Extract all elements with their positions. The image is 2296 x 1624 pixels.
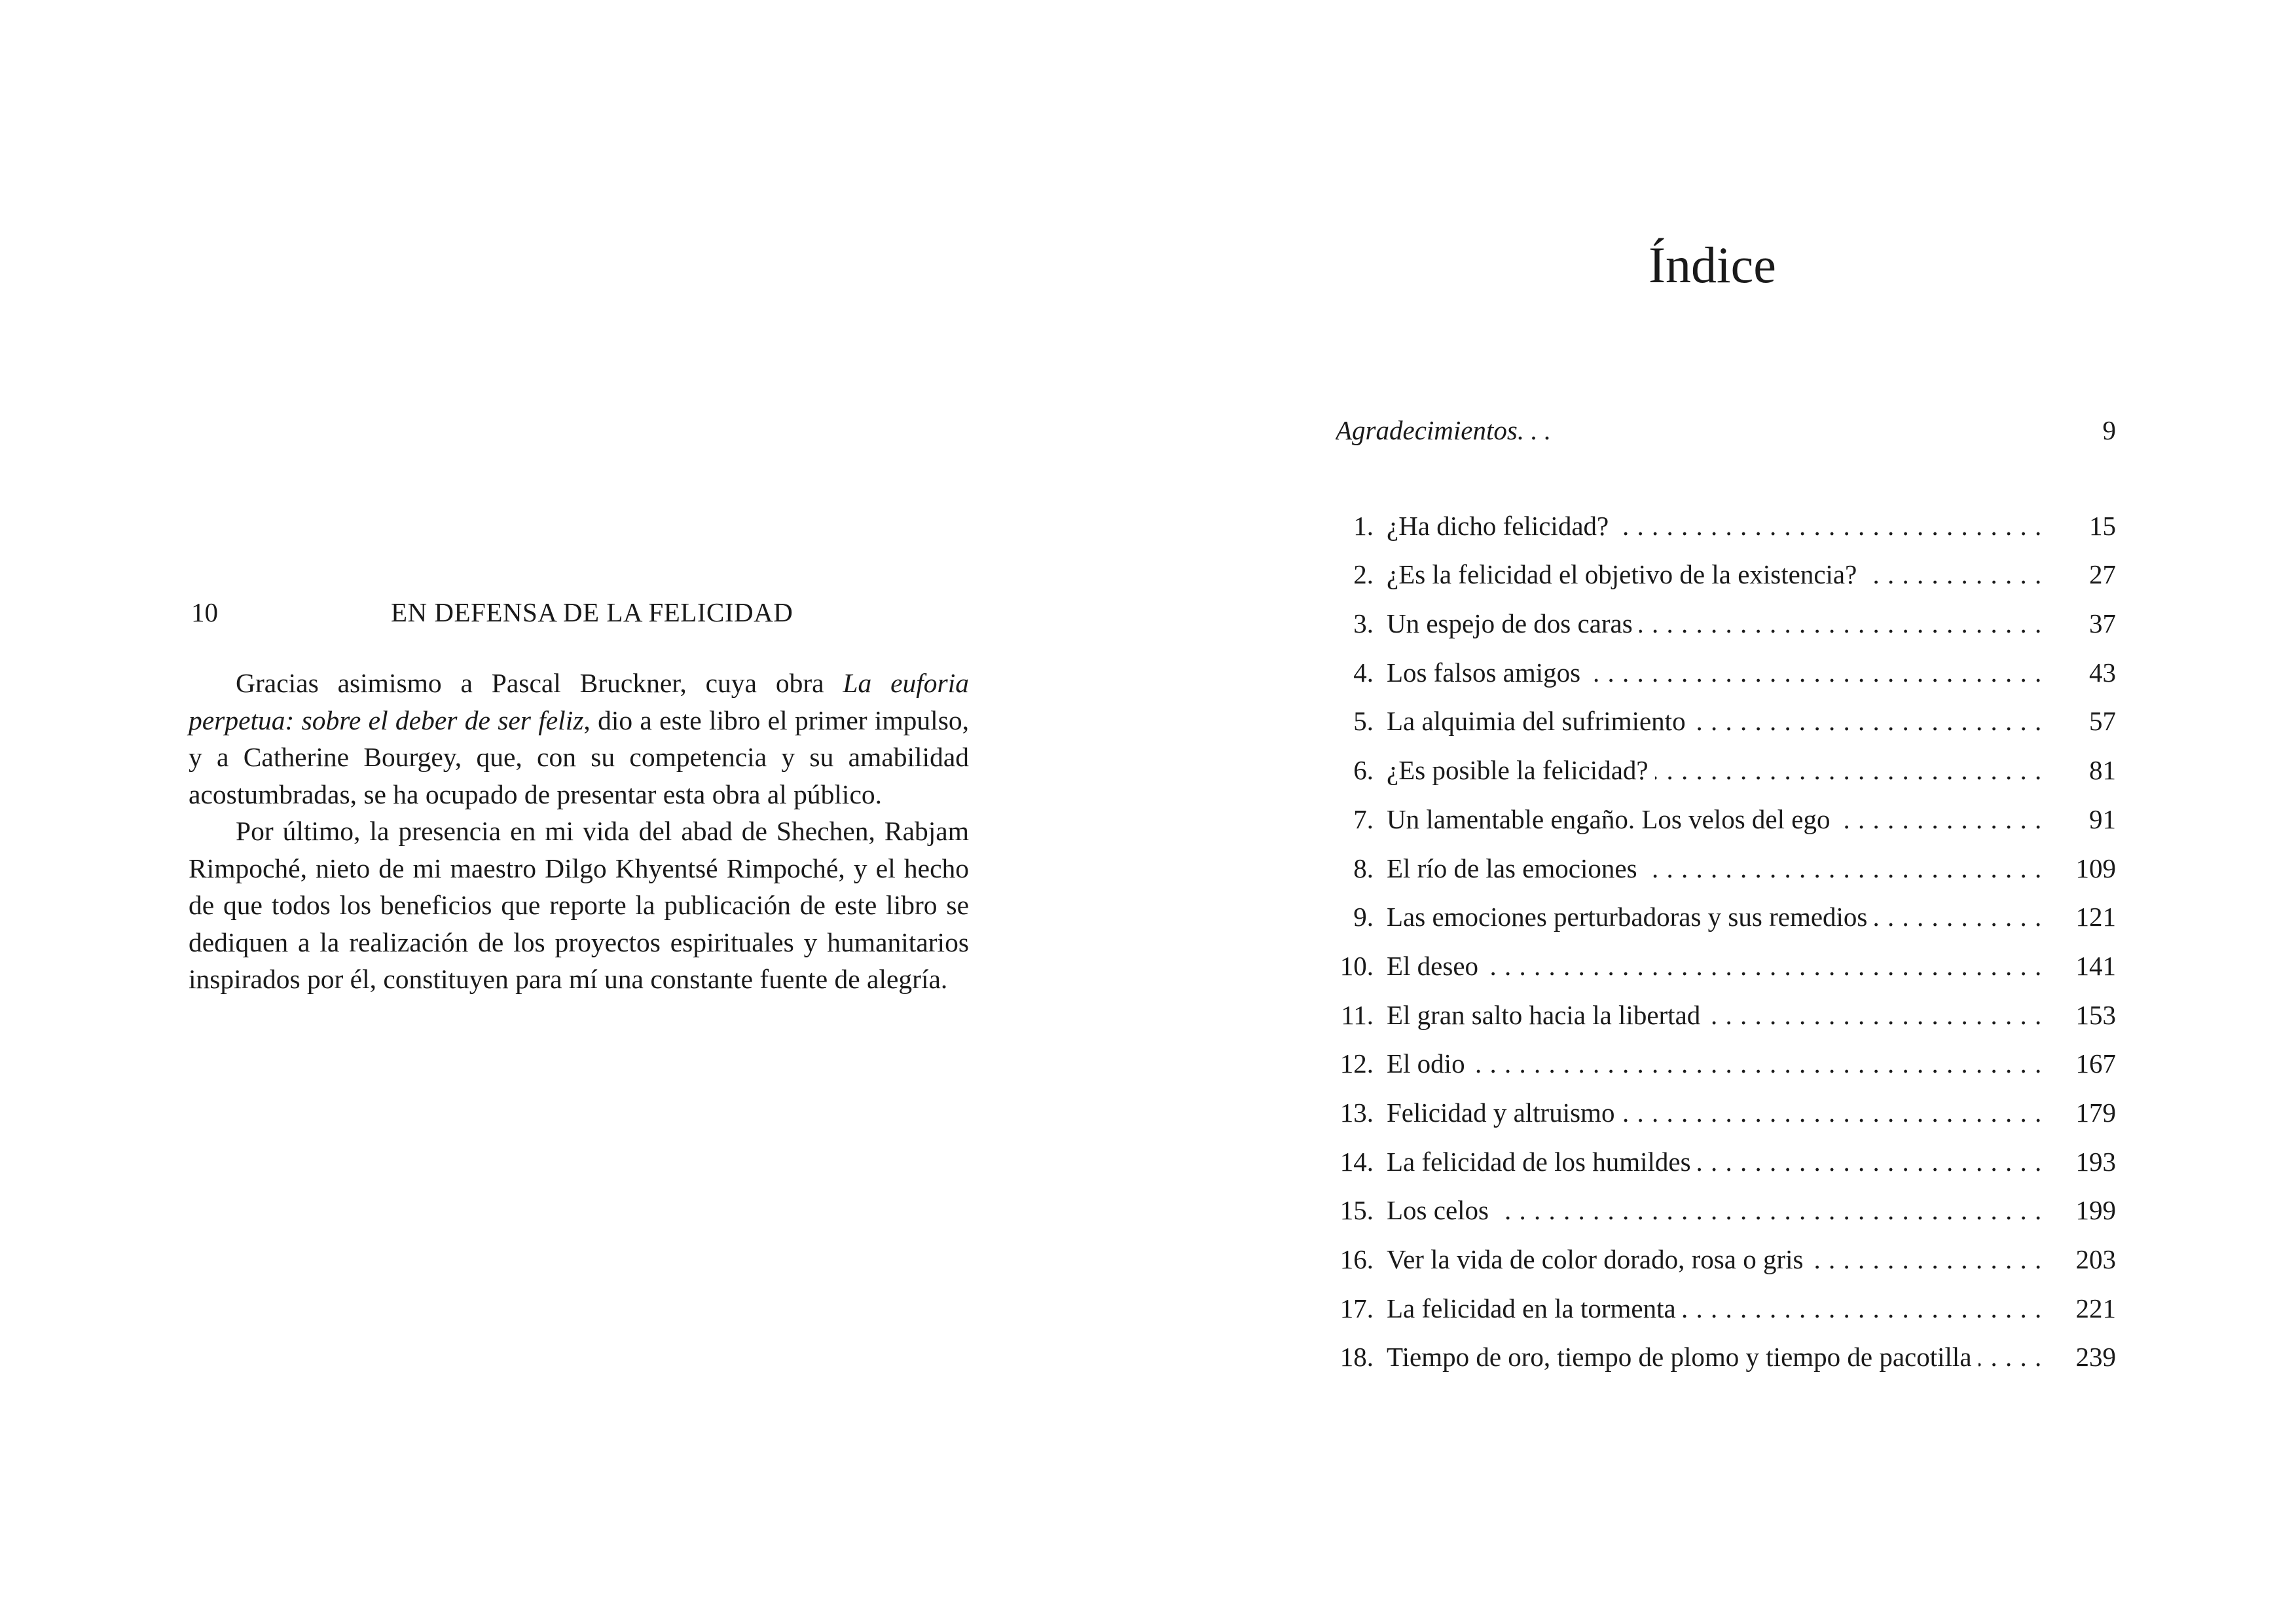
toc-entry xyxy=(1387,991,2050,1040)
toc-title: ¿Es posible la felicidad? xyxy=(1387,755,1655,785)
toc-title: La alquimia del sufrimiento xyxy=(1387,706,1692,736)
paragraph-1-start: Gracias asimismo a Pascal Bruckner, cuya obra xyxy=(236,668,843,698)
toc-page: 153 xyxy=(2050,991,2116,1040)
toc-row xyxy=(1336,1039,2116,1088)
running-head xyxy=(191,593,970,632)
toc-row xyxy=(1336,1284,2116,1333)
toc-entry xyxy=(1387,844,2050,893)
toc-row xyxy=(1336,1186,2116,1235)
toc-title: Ver la vida de color dorado, rosa o gris xyxy=(1387,1244,1810,1274)
toc-row xyxy=(1336,893,2116,942)
toc-row xyxy=(1336,1333,2116,1382)
toc-page: 43 xyxy=(2050,648,2116,697)
toc-heading: Índice xyxy=(1649,236,1776,293)
toc-page: 203 xyxy=(2050,1235,2116,1284)
toc-page: 57 xyxy=(2050,697,2116,746)
toc-number: 1. xyxy=(1353,510,1374,541)
toc-title: ¿Ha dicho felicidad? xyxy=(1387,511,1615,541)
toc-title: Los falsos amigos xyxy=(1387,657,1587,688)
paragraph-1-end: , dio a este libro el primer impulso, y a Catherine Bourgey, que, con su competencia y su amabilidad acostumbradas, se ha ocupado de presentar esta obra al público. xyxy=(189,705,969,809)
toc-title: El río de las emociones xyxy=(1387,853,1644,883)
toc-page: 37 xyxy=(2050,599,2116,648)
toc-row xyxy=(1336,599,2116,648)
toc-number: 4. xyxy=(1353,657,1374,688)
paragraph-2: Por último, la presencia en mi vida del abad de Shechen, Rabjam Rimpoché, nieto de mi maestro Dilgo Khyentsé Rimpoché, y el hecho de que todos los beneficios que reporte la publicación de este libro se dediquen a la realización de los proyectos espirituales y humanitarios inspirados por él, constituyen para mí una constante fuente de alegría. xyxy=(189,816,969,994)
toc-title: El deseo xyxy=(1387,951,1485,981)
cited-book-title: La euforia perpetua: sobre el deber de ser feliz xyxy=(189,668,969,735)
toc-entry xyxy=(1387,746,2050,795)
toc-page: 15 xyxy=(2050,502,2116,551)
book-title-header: EN DEFENSA DE LA FELICIDAD xyxy=(391,597,793,627)
toc-page: 91 xyxy=(2050,795,2116,844)
toc-entry xyxy=(1387,1235,2050,1284)
toc-entry xyxy=(1387,697,2050,746)
toc-number: 18. xyxy=(1339,1342,1374,1373)
toc-page: 193 xyxy=(2050,1137,2116,1187)
toc-entry xyxy=(1387,795,2050,844)
toc-title: El gran salto hacia la libertad xyxy=(1387,1000,1707,1030)
toc-number: 6. xyxy=(1353,755,1374,786)
toc-number: 15. xyxy=(1339,1195,1374,1226)
toc-page: 121 xyxy=(2050,893,2116,942)
toc-row xyxy=(1336,942,2116,991)
toc-title: ¿Es la felicidad el objetivo de la existencia? xyxy=(1387,559,1863,589)
toc-entry xyxy=(1336,406,2050,455)
toc-number: 8. xyxy=(1353,853,1374,883)
toc-title: La felicidad en la tormenta xyxy=(1387,1293,1683,1323)
toc-number: 11. xyxy=(1341,999,1374,1030)
toc-entry xyxy=(1387,1333,2050,1382)
toc-page: 167 xyxy=(2050,1039,2116,1088)
toc-row xyxy=(1336,746,2116,795)
toc-title: Los celos xyxy=(1387,1195,1495,1225)
toc-title: Un espejo de dos caras xyxy=(1387,608,1639,638)
toc-acknowledgements xyxy=(1336,406,2116,455)
toc-title: Las emociones perturbadoras y sus remedios xyxy=(1387,902,1874,932)
page-number: 10 xyxy=(191,597,218,627)
toc-entry xyxy=(1387,502,2050,551)
toc-page: 199 xyxy=(2050,1186,2116,1235)
toc-title: El odio xyxy=(1387,1048,1472,1079)
toc-row xyxy=(1336,844,2116,893)
toc-title: Felicidad y altruismo xyxy=(1387,1098,1621,1128)
toc-entry xyxy=(1387,550,2050,599)
toc-number: 16. xyxy=(1339,1244,1374,1274)
toc-entry xyxy=(1387,648,2050,697)
paragraph-1 xyxy=(189,665,969,813)
left-page xyxy=(0,0,1146,1624)
toc-page: 27 xyxy=(2050,550,2116,599)
toc-number: 9. xyxy=(1353,902,1374,932)
table-of-contents xyxy=(1336,406,2116,1382)
toc-title: Tiempo de oro, tiempo de plomo y tiempo de pacotilla xyxy=(1387,1342,1978,1372)
toc-number: 2. xyxy=(1353,559,1374,590)
right-page xyxy=(1146,0,2296,1624)
toc-title: Un lamentable engaño. Los velos del ego xyxy=(1387,804,1836,834)
toc-entry xyxy=(1387,1284,2050,1333)
toc-row xyxy=(1336,502,2116,551)
toc-number: 3. xyxy=(1353,608,1374,639)
toc-number: 7. xyxy=(1353,803,1374,834)
toc-row xyxy=(1336,550,2116,599)
toc-title: La felicidad de los humildes xyxy=(1387,1147,1698,1177)
toc-row xyxy=(1336,991,2116,1040)
toc-page: 141 xyxy=(2050,942,2116,991)
toc-entry xyxy=(1387,1088,2050,1137)
toc-entry xyxy=(1387,1137,2050,1187)
toc-number: 10. xyxy=(1339,950,1374,981)
toc-row xyxy=(1336,1137,2116,1187)
toc-number: 13. xyxy=(1339,1097,1374,1128)
toc-page: 81 xyxy=(2050,746,2116,795)
toc-entry xyxy=(1387,1039,2050,1088)
toc-number: 17. xyxy=(1339,1293,1374,1323)
toc-page: 109 xyxy=(2050,844,2116,893)
toc-row xyxy=(1336,1088,2116,1137)
toc-page: 179 xyxy=(2050,1088,2116,1137)
toc-entry xyxy=(1387,893,2050,942)
toc-number: 12. xyxy=(1339,1048,1374,1079)
toc-row xyxy=(1336,648,2116,697)
body-text xyxy=(189,665,969,998)
toc-page: 239 xyxy=(2050,1333,2116,1382)
toc-entry xyxy=(1387,942,2050,991)
toc-entry xyxy=(1387,599,2050,648)
toc-row xyxy=(1336,795,2116,844)
toc-row xyxy=(1336,1235,2116,1284)
toc-row xyxy=(1336,697,2116,746)
toc-number: 5. xyxy=(1353,706,1374,737)
toc-number: 14. xyxy=(1339,1146,1374,1177)
toc-page: 9 xyxy=(2050,406,2116,455)
toc-entry xyxy=(1387,1186,2050,1235)
toc-page: 221 xyxy=(2050,1284,2116,1333)
toc-title: Agradecimientos. . . xyxy=(1336,415,1558,445)
